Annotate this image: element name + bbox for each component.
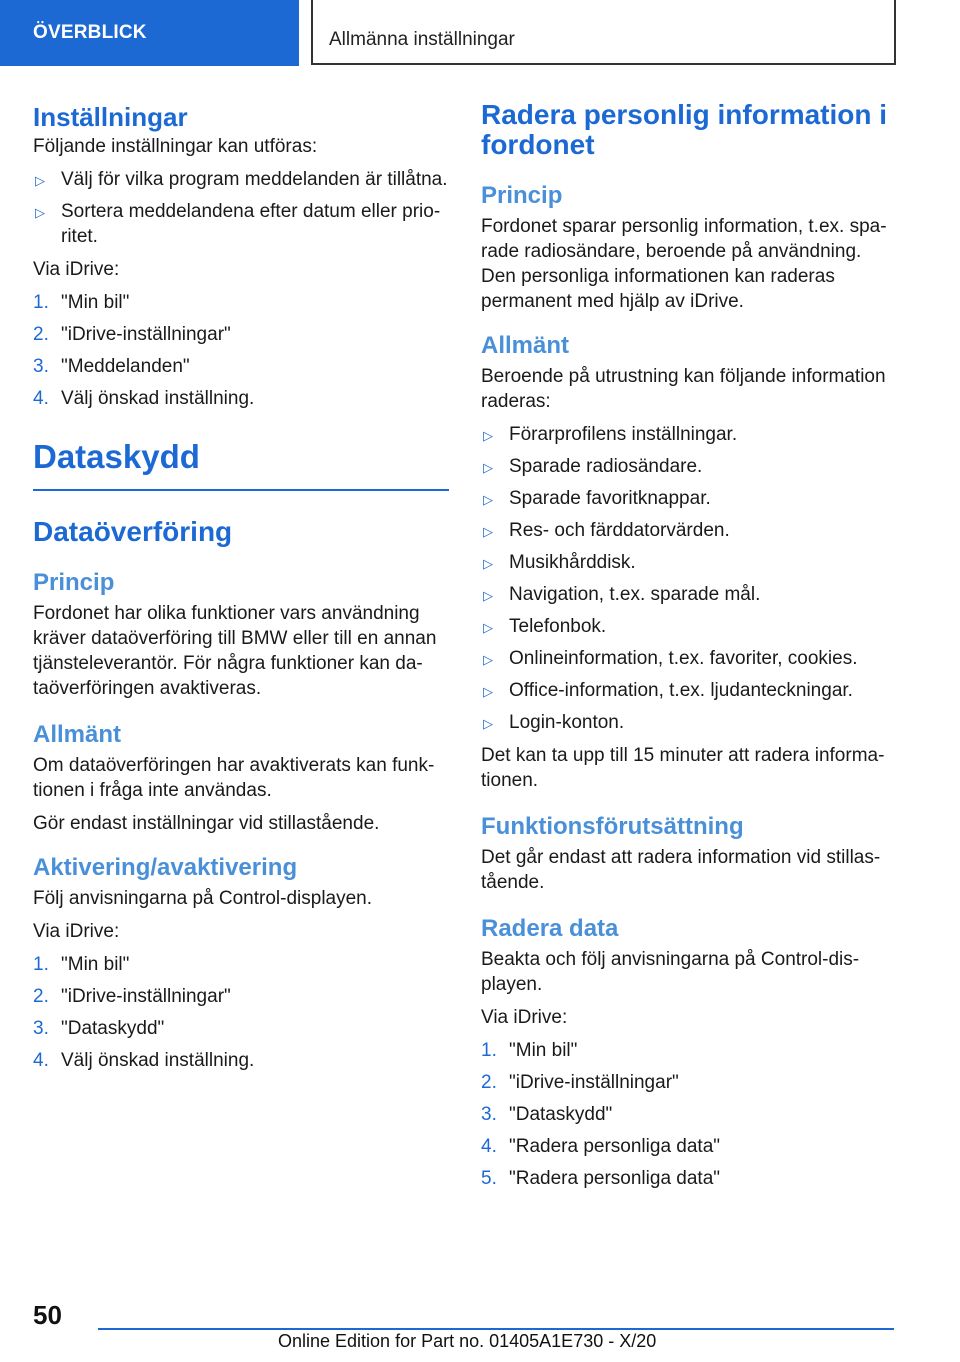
triangle-right-icon: ▷ (483, 716, 493, 731)
triangle-right-icon: ▷ (483, 556, 493, 571)
section-tab[interactable]: ÖVERBLICK (0, 0, 299, 66)
list-item: 4. Välj önskad inställning. (33, 388, 255, 409)
allmant-heading: Allmänt (33, 721, 122, 748)
funktion-heading: Funktionsförutsättning (481, 813, 744, 840)
footer-divider (98, 1328, 894, 1330)
triangle-right-icon: ▷ (483, 620, 493, 635)
list-item: 3. "Dataskydd" (33, 1018, 165, 1039)
triangle-right-icon: ▷ (483, 588, 493, 603)
via-idrive-label: Via iDrive: (481, 1007, 568, 1028)
page-number: 50 (33, 1300, 62, 1330)
list-item: 1. "Min bil" (33, 954, 130, 975)
list-item: 1. "Min bil" (33, 292, 130, 313)
allmant-note: Det kan ta upp till 15 minuter att radera informa-tionen. (481, 745, 885, 791)
princip-heading: Princip (33, 569, 115, 596)
dataskydd-heading: Dataskydd (33, 435, 449, 491)
list-item: ▷ Office-information, t.ex. ljudanteckningar. (481, 678, 897, 703)
settings-bullet-list (33, 167, 449, 249)
allmant-text: Gör endast inställningar vid stillastående. (33, 813, 380, 834)
settings-heading: Inställningar (33, 102, 188, 132)
list-item: 1. "Min bil" (481, 1040, 578, 1061)
triangle-right-icon: ▷ (483, 524, 493, 539)
aktivering-heading: Aktivering/avaktivering (33, 854, 298, 881)
princip-text: Fordonet sparar personlig information, t.ex. spa-rade radiosändare, beroende på användning. Den personliga informationen kan raderas permanent med hjälp av iDrive. (481, 216, 887, 312)
radera-heading: Radera personlig information i fordonet (481, 99, 888, 160)
triangle-right-icon: ▷ (483, 428, 493, 443)
list-item: ▷ Res- och färddatorvärden. (481, 518, 897, 543)
list-item: ▷ Login-konton. (481, 710, 897, 735)
funktion-text: Det går endast att radera information vid stillas-tående. (481, 847, 881, 893)
list-item: ▷ Sparade favoritknappar. (481, 486, 897, 511)
list-item: ▷ Musikhårddisk. (481, 550, 897, 575)
list-item: ▷ Telefonbok. (481, 614, 897, 639)
info-bullet-list (481, 422, 897, 735)
princip-text: Fordonet har olika funktioner vars användning kräver dataöverföring till BMW eller till en annan tjänsteleverantör. För några funktioner kan da-taöverföringen avaktiveras. (33, 603, 437, 699)
allmant-heading: Allmänt (481, 332, 570, 359)
allmant-intro: Beroende på utrustning kan följande information raderas: (481, 366, 886, 412)
settings-intro: Följande inställningar kan utföras: (33, 136, 318, 157)
list-item: 2. "iDrive-inställningar" (33, 986, 231, 1007)
list-item: 3. "Dataskydd" (481, 1104, 613, 1125)
list-item: 5. "Radera personliga data" (481, 1168, 721, 1189)
allmant-text: Om dataöverföringen har avaktiverats kan funk-tionen i fråga inte användas. (33, 755, 435, 801)
triangle-right-icon: ▷ (483, 652, 493, 667)
list-item: 4. "Radera personliga data" (481, 1136, 721, 1157)
list-item: ▷ Onlineinformation, t.ex. favoriter, cookies. (481, 646, 897, 671)
aktivering-text: Följ anvisningarna på Control-displayen. (33, 888, 373, 909)
edition-text: Online Edition for Part no. 01405A1E730 - X/20 (278, 1331, 657, 1351)
via-idrive-label: Via iDrive: (33, 921, 120, 942)
list-item: 2. "iDrive-inställningar" (33, 324, 231, 345)
list-item: 2. "iDrive-inställningar" (481, 1072, 679, 1093)
via-idrive-label: Via iDrive: (33, 259, 120, 280)
princip-heading: Princip (481, 182, 563, 209)
right-column (481, 100, 897, 1199)
list-item: ▷ Välj för vilka program meddelanden är tillåtna. (33, 167, 449, 192)
list-item: ▷ Förarprofilens inställningar. (481, 422, 897, 447)
dataoverforing-heading: Dataöverföring (33, 516, 233, 547)
list-item: 4. Välj önskad inställning. (33, 1050, 255, 1071)
radera-data-heading: Radera data (481, 915, 619, 942)
list-item: ▷ Sortera meddelandena efter datum eller prio-ritet. (35, 201, 441, 247)
chapter-title: Allmänna inställningar (311, 0, 896, 65)
triangle-right-icon: ▷ (483, 684, 493, 699)
triangle-right-icon: ▷ (483, 460, 493, 475)
steps-list (33, 290, 449, 411)
page-header (0, 0, 960, 66)
steps-list (481, 1038, 897, 1191)
steps-list (33, 952, 449, 1073)
list-item: 3. "Meddelanden" (33, 356, 190, 377)
radera-data-text: Beakta och följ anvisningarna på Control-dis-playen. (481, 949, 860, 995)
list-item: ▷ Navigation, t.ex. sparade mål. (481, 582, 897, 607)
triangle-right-icon: ▷ (35, 173, 45, 188)
triangle-right-icon: ▷ (35, 205, 45, 220)
triangle-right-icon: ▷ (483, 492, 493, 507)
list-item: ▷ Sparade radiosändare. (481, 454, 897, 479)
left-column (33, 100, 449, 1081)
